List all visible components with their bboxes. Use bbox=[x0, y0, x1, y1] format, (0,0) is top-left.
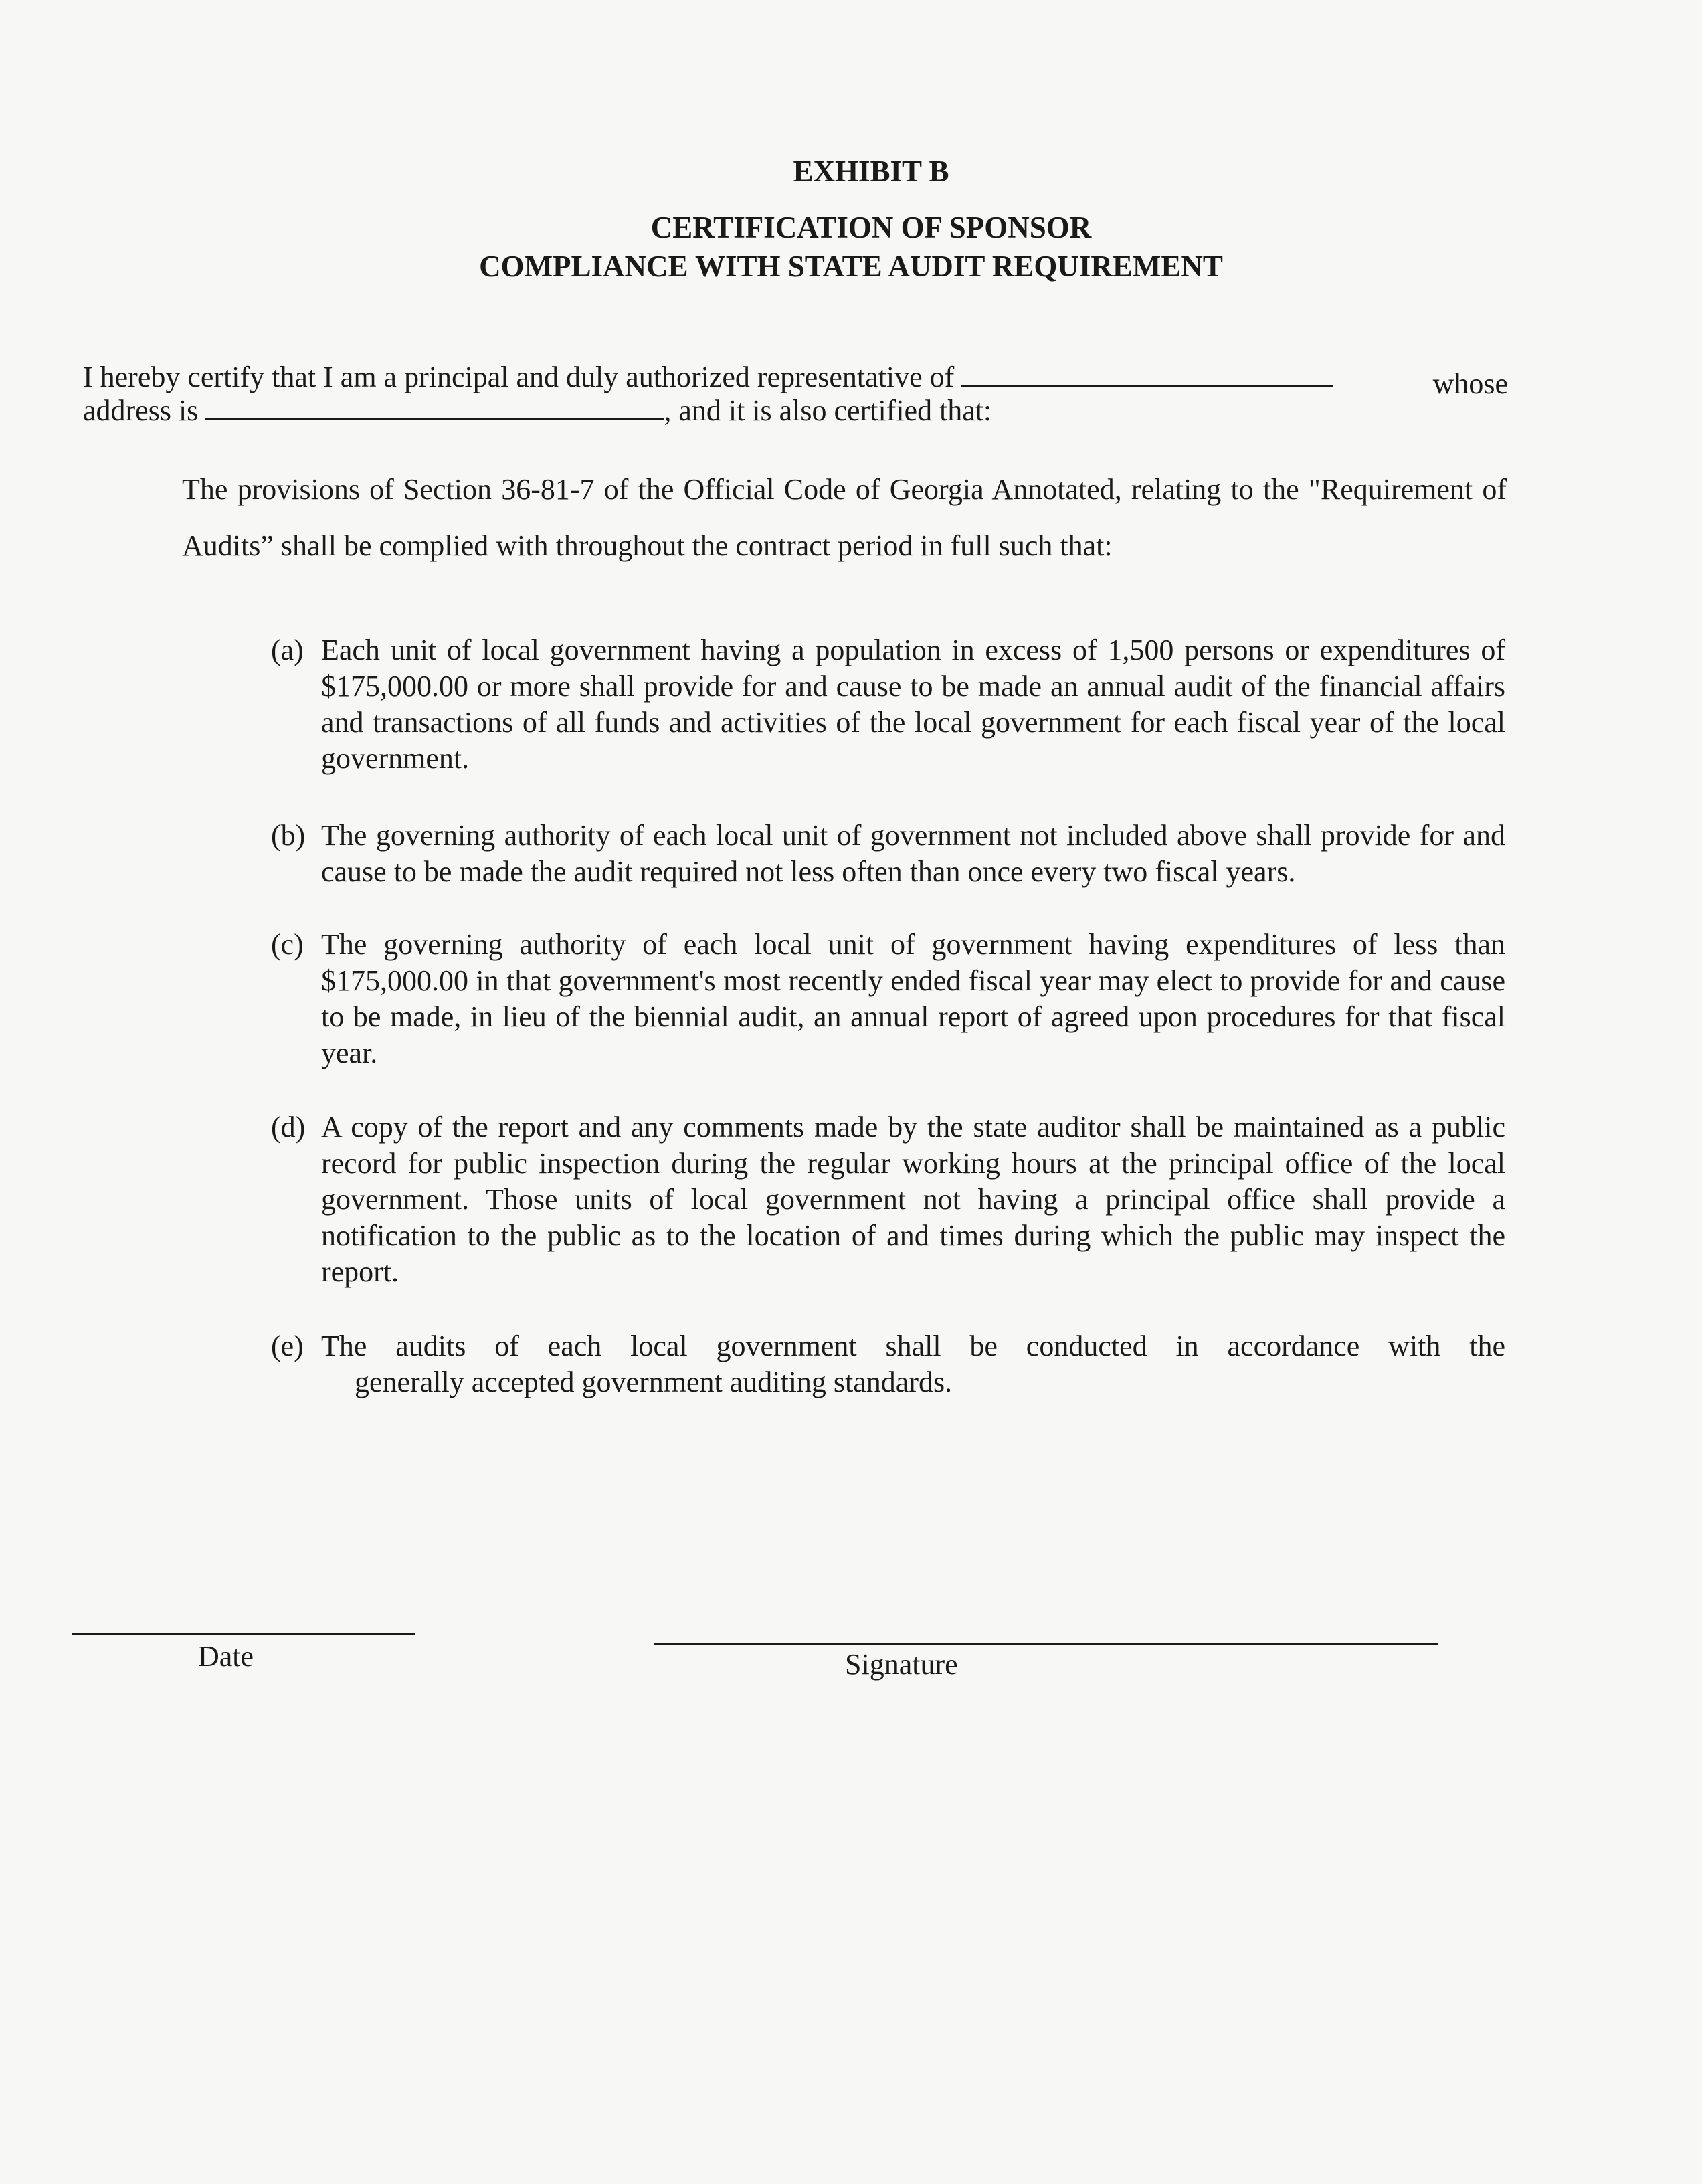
address-field[interactable] bbox=[205, 391, 664, 420]
date-line[interactable] bbox=[72, 1633, 415, 1635]
intro-text-4: , and it is also certified that: bbox=[664, 394, 992, 427]
list-item-d bbox=[271, 1109, 1505, 1290]
intro-text-2: whose bbox=[1432, 367, 1508, 400]
signature-label: Signature bbox=[845, 1648, 958, 1681]
title-line-1: CERTIFICATION OF SPONSOR bbox=[650, 211, 1092, 244]
intro-text-1: I hereby certify that I am a principal and duly authorized representative of bbox=[83, 361, 955, 393]
provision-paragraph: The provisions of Section 36-81-7 of the Official Code of Georgia Annotated, relating to the "Requirement of Audits” shall be complied with throughout the contract period in full such that: bbox=[182, 473, 1507, 562]
item-label-e: (e) bbox=[271, 1330, 304, 1362]
organization-name-field[interactable] bbox=[961, 358, 1333, 387]
signature-line[interactable] bbox=[654, 1643, 1438, 1645]
exhibit-heading: EXHIBIT B bbox=[793, 155, 949, 188]
item-label-b: (b) bbox=[271, 819, 306, 852]
title-line-2: COMPLIANCE WITH STATE AUDIT REQUIREMENT bbox=[479, 250, 1223, 283]
item-text-c: The governing authority of each local unit of government having expenditures of less than $175,000.00 in that government's most recently ended fiscal year may elect to provide for and cause to be made, in lieu of the biennial audit, an annual report of agreed upon procedures for that fiscal year. bbox=[321, 928, 1505, 1069]
item-text-e-line-1: The audits of each local government shall be conducted in accordance with the bbox=[321, 1330, 1505, 1362]
intro-line-1 bbox=[83, 358, 1508, 400]
date-label: Date bbox=[198, 1640, 254, 1673]
item-text-d: A copy of the report and any comments made by the state auditor shall be maintained as a public record for public inspection during the regular working hours at the principal office of the local government. Those units of local government not having a principal office shall provide a notification to the public as to the location of and times during which the public may inspect the report. bbox=[321, 1111, 1505, 1288]
item-text-b: The governing authority of each local unit of government not included above shall provide for and cause to be made the audit required not less often than once every two fiscal years. bbox=[321, 819, 1505, 888]
item-text-e-line-2: generally accepted government auditing standards. bbox=[355, 1366, 953, 1398]
intro-text-3: address is bbox=[83, 394, 199, 427]
list-item-c bbox=[271, 927, 1505, 1071]
list-item-b bbox=[271, 818, 1505, 890]
item-text-a: Each unit of local government having a population in excess of 1,500 persons or expenditures of $175,000.00 or more shall provide for and cause to be made an annual audit of the financial affairs and transactions of all funds and activities of the local government for each fiscal year of the local government. bbox=[321, 634, 1505, 775]
list-item-a bbox=[271, 632, 1505, 777]
list-item-e bbox=[271, 1328, 1505, 1400]
intro-line-2 bbox=[83, 391, 1508, 428]
item-label-d: (d) bbox=[271, 1111, 306, 1144]
item-label-c: (c) bbox=[271, 928, 304, 961]
item-label-a: (a) bbox=[271, 634, 304, 666]
